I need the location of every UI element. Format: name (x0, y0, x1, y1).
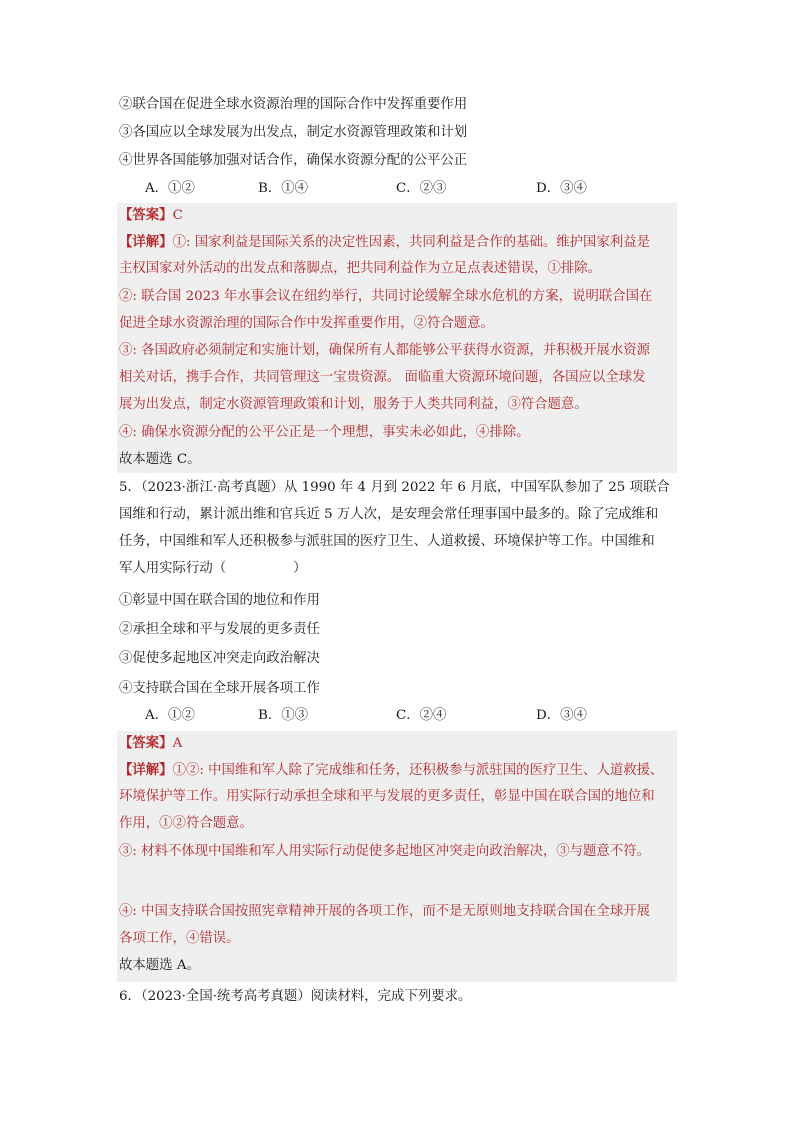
q4-option-a: A．①② (145, 181, 195, 196)
q5-item-1: ①彰显中国在联合国的地位和作用 (119, 593, 320, 608)
q5-option-c: C．②④ (396, 708, 447, 723)
q4-explain-line-2: 主权国家对外活动的出发点和落脚点，把共同利益作为立足点表述错误，①排除。 (119, 261, 602, 276)
q5-conclusion: 故本题选 A。 (119, 958, 200, 973)
q4-answer-value: C (172, 208, 183, 223)
q6-stem: 6．（2023·全国·统考高考真题）阅读材料，完成下列要求。 (119, 989, 472, 1004)
q4-item-2: ②联合国在促进全球水资源治理的国际合作中发挥重要作用 (119, 97, 468, 112)
q4-option-c: C．②③ (396, 181, 447, 196)
q4-item-4: ④世界各国能够加强对话合作，确保水资源分配的公平公正 (119, 153, 468, 168)
q5-answer-block (117, 731, 677, 982)
q4-explain-line-1: 【详解】①: 国家利益是国际关系的决定性因素，共同利益是合作的基础。维护国家利益是 (119, 234, 650, 250)
q4-answer (119, 205, 183, 226)
q5-answer-value: A (172, 736, 183, 751)
q5-explain-line-3: 作用，①②符合题意。 (119, 816, 253, 831)
q5-explain-line-2: 环境保护等工作。用实际行动承担全球和平与发展的更多责任，彰显中国在联合国的地位和 (119, 789, 655, 804)
q5-explain-line-4: ③: 材料不体现中国维和军人用实际行动促使多起地区冲突走向政治解决，③与题意不符。 (119, 844, 650, 859)
q5-explain-line-1: 【详解】①②: 中国维和军人除了完成维和任务，还积极参与派驻国的医疗卫生、人道救援、 (119, 762, 664, 778)
q4-option-b: B．①④ (258, 181, 309, 196)
q5-stem-line-4: 军人用实际行动（ ） (119, 561, 307, 576)
q5-stem-line-1: 5．（2023·浙江·高考真题）从 1990 年 4 月到 2022 年 6 月底，中国军队参加了 25 项联合 (119, 480, 670, 495)
q4-explain-label: 【详解】 (119, 234, 173, 250)
q4-answer-label: 【答案】 (119, 207, 173, 223)
q4-option-d: D．③④ (536, 181, 587, 196)
q4-conclusion: 故本题选 C。 (119, 452, 201, 467)
q5-option-d: D．③④ (536, 708, 587, 723)
q4-explain-line-3: ②: 联合国 2023 年水事会议在纽约举行，共同讨论缓解全球水危机的方案，说明联合国在 (119, 289, 653, 304)
q5-stem-line-2: 国维和行动，累计派出维和官兵近 5 万人次，是安理会常任理事国中最多的。除了完成维和 (119, 507, 659, 522)
q4-explain-line-6: 相关对话，携手合作，共同管理这一宝贵资源。 面临重大资源环境问题，各国应以全球发 (119, 370, 646, 385)
q4-answer-block (117, 203, 677, 473)
q4-explain-line-7: 展为出发点，制定水资源管理政策和计划，服务于人类共同利益，③符合题意。 (119, 397, 588, 412)
q5-item-4: ④支持联合国在全球开展各项工作 (119, 681, 320, 696)
q4-explain-line-5: ③: 各国政府必须制定和实施计划，确保所有人都能够公平获得水资源，并积极开展水资源 (119, 343, 650, 358)
q5-option-b: B．①③ (258, 708, 309, 723)
q5-explain-label: 【详解】 (119, 762, 173, 778)
q5-explain-line-6: 各项工作，④错误。 (119, 931, 240, 946)
q4-explain-line-4: 促进全球水资源治理的国际合作中发挥重要作用，②符合题意。 (119, 316, 494, 331)
q4-explain-line-8: ④: 确保水资源分配的公平公正是一个理想，事实未必如此，④排除。 (119, 425, 530, 440)
q5-option-a: A．①② (145, 708, 195, 723)
q4-item-3: ③各国应以全球发展为出发点，制定水资源管理政策和计划 (119, 125, 468, 140)
q5-item-2: ②承担全球和平与发展的更多责任 (119, 622, 320, 637)
q5-answer (119, 733, 182, 754)
q5-explain-line-5: ④: 中国支持联合国按照宪章精神开展的各项工作，而不是无原则地支持联合国在全球开展 (119, 904, 650, 919)
q5-item-3: ③促使多起地区冲突走向政治解决 (119, 651, 320, 666)
q5-answer-label: 【答案】 (119, 735, 173, 751)
q5-stem-line-3: 任务，中国维和军人还积极参与派驻国的医疗卫生、人道救援、环境保护等工作。中国维和 (119, 534, 655, 549)
